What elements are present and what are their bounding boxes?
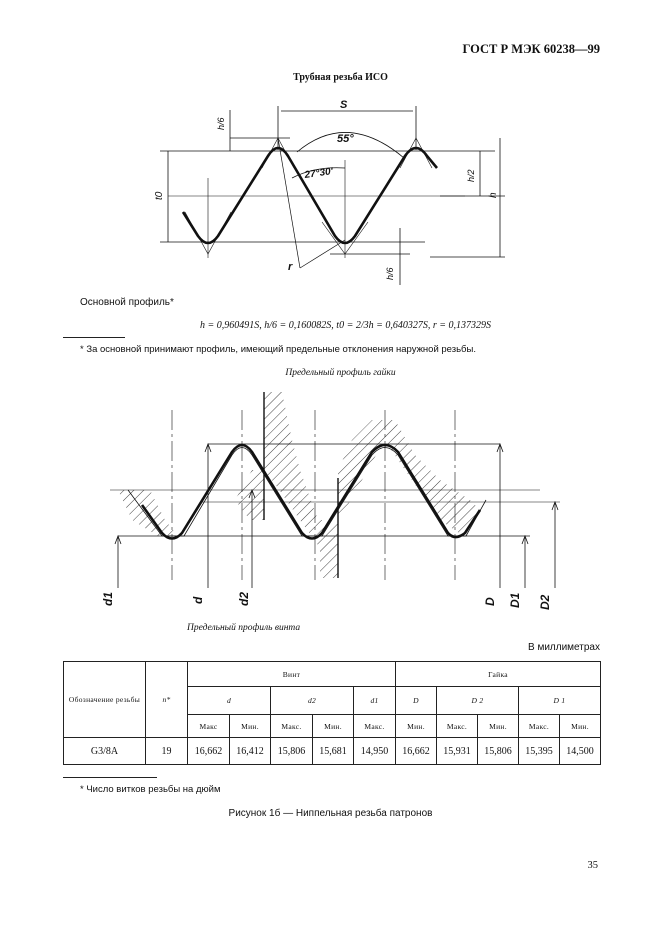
label-angle-55: 55°	[337, 133, 354, 145]
cell-n: 19	[146, 738, 188, 765]
screw-profile-title: Предельный профиль винта	[187, 623, 301, 633]
nut-profile-title: Предельный профиль гайки	[285, 368, 396, 378]
page-number: 35	[587, 860, 598, 871]
header-max: Макс.	[354, 715, 396, 738]
basic-thread-profile-diagram	[150, 90, 520, 295]
label-D2: D2	[538, 594, 552, 610]
header-max: Макс.	[271, 715, 313, 738]
label-d2: d2	[237, 591, 251, 606]
header-col-d: d	[188, 687, 271, 715]
footnote-rule	[63, 337, 125, 338]
header-min: Мин.	[313, 715, 354, 738]
label-h6-bottom: h/6	[385, 267, 395, 280]
header-min: Мин.	[230, 715, 271, 738]
header-col-D1: D 1	[519, 687, 601, 715]
standard-header: ГОСТ Р МЭК 60238—99	[462, 42, 600, 56]
cell-value: 14,950	[354, 738, 396, 765]
cell-value: 15,806	[271, 738, 313, 765]
cell-designation: G3/8A	[64, 738, 146, 765]
label-s: S	[340, 99, 348, 111]
header-screw: Винт	[188, 662, 396, 687]
header-min: Мин.	[396, 715, 437, 738]
label-D: D	[483, 597, 497, 606]
table-row	[64, 738, 601, 765]
header-max: Макс	[188, 715, 230, 738]
label-angle-27: 27°30'	[303, 166, 334, 181]
header-nut: Гайка	[396, 662, 601, 687]
header-designation: Обозначение резьбы	[64, 662, 146, 738]
cell-value: 14,500	[560, 738, 601, 765]
label-d: d	[191, 596, 205, 604]
thread-profile-line	[183, 148, 437, 243]
cell-value: 15,395	[519, 738, 560, 765]
label-D1: D1	[508, 592, 522, 608]
limit-profiles-diagram	[95, 380, 565, 615]
label-t0: t0	[154, 191, 165, 200]
header-col-d1: d1	[354, 687, 396, 715]
label-h2: h/2	[466, 169, 476, 182]
table-footnote: * Число витков резьбы на дюйм	[80, 784, 221, 795]
cell-value: 15,681	[313, 738, 354, 765]
profile-formula: h = 0,960491S, h/6 = 0,160082S, t0 = 2/3h = 0,640327S, r = 0,137329S	[200, 320, 491, 331]
header-col-D: D	[396, 687, 437, 715]
footnote-rule	[63, 777, 157, 778]
label-h6-top: h/6	[216, 117, 226, 130]
cell-value: 16,412	[230, 738, 271, 765]
header-max: Макс.	[519, 715, 560, 738]
figure-caption: Рисунок 1б — Ниппельная резьба патронов	[228, 808, 433, 819]
cell-value: 15,931	[437, 738, 478, 765]
cell-value: 15,806	[478, 738, 519, 765]
label-h: h	[488, 192, 499, 198]
units-note: В миллиметрах	[528, 642, 600, 653]
header-max: Макс.	[437, 715, 478, 738]
figure-title: Трубная резьба ИСО	[293, 72, 388, 83]
header-col-d2: d2	[271, 687, 354, 715]
profile-footnote: * За основной принимают профиль, имеющий предельные отклонения наружной резьбы.	[80, 344, 476, 355]
header-min: Мин.	[560, 715, 601, 738]
header-col-D2: D 2	[437, 687, 519, 715]
header-n: n*	[146, 662, 188, 738]
header-min: Мин.	[478, 715, 519, 738]
basic-profile-label: Основной профиль*	[80, 297, 174, 308]
label-d1: d1	[101, 591, 115, 606]
cell-value: 16,662	[188, 738, 230, 765]
label-r: r	[288, 261, 293, 273]
thread-dimensions-table	[63, 661, 601, 765]
cell-value: 16,662	[396, 738, 437, 765]
